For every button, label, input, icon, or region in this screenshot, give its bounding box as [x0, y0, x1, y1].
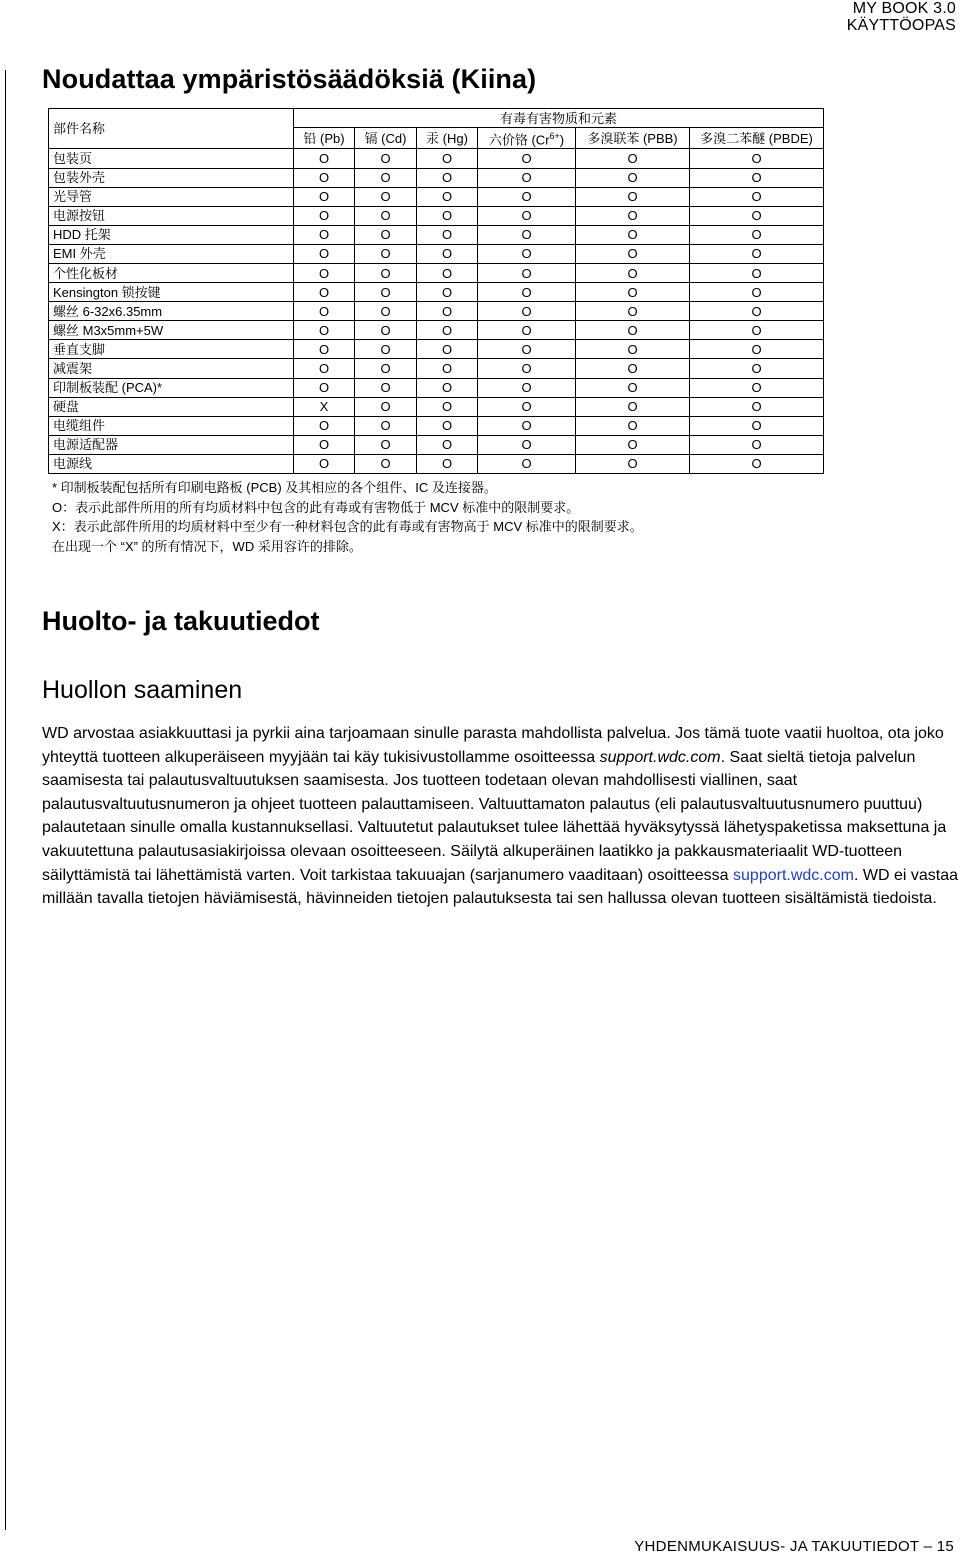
substance-value-cell: O — [355, 359, 417, 378]
substance-value-cell: O — [355, 302, 417, 321]
component-name-header: 部件名称 — [49, 109, 294, 149]
substance-value-cell: O — [478, 416, 576, 435]
substance-column-header: 镉 (Cd) — [355, 128, 417, 149]
substance-value-cell: O — [478, 397, 576, 416]
substance-value-cell: O — [294, 206, 355, 225]
substance-column-header: 铅 (Pb) — [294, 128, 355, 149]
table-notes — [52, 478, 643, 556]
table-row — [49, 302, 824, 321]
service-paragraph — [42, 722, 958, 911]
substance-value-cell: O — [355, 244, 417, 263]
paragraph-part-1: WD arvostaa asiakkuuttasi ja pyrkii aina tarjoamaan sinulle parasta mahdollista palvelua. Jos tämä tuote vaatii huoltoa, ota joko yhteyttä tuotteen alkuperäiseen myyjään tai käy tukisivustollamme osoitteessa — [42, 725, 944, 766]
substance-value-cell: O — [690, 283, 824, 302]
substance-column-header: 汞 (Hg) — [417, 128, 478, 149]
substance-value-cell: O — [294, 321, 355, 340]
substance-value-cell: O — [355, 321, 417, 340]
substance-value-cell: O — [417, 397, 478, 416]
substance-value-cell: O — [690, 244, 824, 263]
substance-value-cell: O — [478, 302, 576, 321]
substance-value-cell: O — [576, 302, 690, 321]
substance-value-cell: O — [690, 454, 824, 473]
table-row — [49, 283, 824, 302]
substance-value-cell: O — [478, 435, 576, 454]
table-row — [49, 435, 824, 454]
page-header — [847, 0, 956, 34]
substance-value-cell: O — [576, 321, 690, 340]
substance-value-cell: O — [576, 149, 690, 168]
substance-value-cell: O — [294, 244, 355, 263]
substance-value-cell: O — [417, 321, 478, 340]
paragraph-part-3: . WD ei vastaa millään tavalla tietojen häviämisestä, hävinneiden tietojen palautuksesta tai sen hallussa olevan tuotteen sisältämistä tiedoista. — [42, 866, 958, 908]
substance-value-cell: O — [417, 206, 478, 225]
substance-value-cell: O — [355, 378, 417, 397]
table-row — [49, 340, 824, 359]
substance-value-cell: X — [294, 397, 355, 416]
table-row — [49, 454, 824, 473]
substance-value-cell: O — [690, 397, 824, 416]
table-row — [49, 359, 824, 378]
substance-value-cell: O — [355, 206, 417, 225]
component-name-cell: 电源按钮 — [49, 206, 294, 225]
substance-value-cell: O — [690, 149, 824, 168]
substance-value-cell: O — [294, 263, 355, 282]
substance-value-cell: O — [417, 454, 478, 473]
component-name-cell: 印制板装配 (PCA)* — [49, 378, 294, 397]
component-name-cell: 电源适配器 — [49, 435, 294, 454]
substance-value-cell: O — [690, 263, 824, 282]
substance-value-cell: O — [690, 302, 824, 321]
substance-value-cell: O — [576, 263, 690, 282]
substance-value-cell: O — [417, 302, 478, 321]
substance-value-cell: O — [417, 225, 478, 244]
component-name-cell: 包装外壳 — [49, 168, 294, 187]
substance-value-cell: O — [478, 225, 576, 244]
substance-value-cell: O — [294, 283, 355, 302]
component-name-cell: 光导管 — [49, 187, 294, 206]
substance-value-cell: O — [355, 263, 417, 282]
substance-value-cell: O — [576, 435, 690, 454]
table-row — [49, 206, 824, 225]
substance-value-cell: O — [576, 378, 690, 397]
table-row — [49, 321, 824, 340]
substance-value-cell: O — [355, 225, 417, 244]
substance-value-cell: O — [576, 359, 690, 378]
substance-value-cell: O — [294, 149, 355, 168]
substance-value-cell: O — [576, 397, 690, 416]
substance-value-cell: O — [576, 187, 690, 206]
substance-value-cell: O — [478, 283, 576, 302]
substance-value-cell: O — [690, 359, 824, 378]
table-row — [49, 263, 824, 282]
substance-value-cell: O — [294, 359, 355, 378]
table-row — [49, 378, 824, 397]
substance-value-cell: O — [690, 378, 824, 397]
substance-value-cell: O — [355, 149, 417, 168]
support-link[interactable]: support.wdc.com — [733, 866, 854, 884]
substance-value-cell: O — [417, 149, 478, 168]
component-name-cell: 电缆组件 — [49, 416, 294, 435]
table-row — [49, 149, 824, 168]
substance-value-cell: O — [478, 206, 576, 225]
substance-value-cell: O — [294, 435, 355, 454]
component-name-cell: 螺丝 6-32x6.35mm — [49, 302, 294, 321]
substance-value-cell: O — [478, 244, 576, 263]
hazardous-substances-table — [48, 108, 824, 474]
substance-value-cell: O — [690, 340, 824, 359]
table-row — [49, 187, 824, 206]
note-exemption: 在出现一个 “X” 的所有情况下，WD 采用容许的排除。 — [52, 538, 362, 554]
substance-value-cell: O — [417, 244, 478, 263]
substance-value-cell: O — [576, 283, 690, 302]
substance-value-cell: O — [478, 340, 576, 359]
margin-rule — [5, 70, 6, 1530]
substance-value-cell: O — [355, 187, 417, 206]
substance-value-cell: O — [294, 302, 355, 321]
substance-value-cell: O — [417, 168, 478, 187]
substance-value-cell: O — [576, 244, 690, 263]
substance-value-cell: O — [355, 283, 417, 302]
note-pca: * 印制板装配包括所有印刷电路板 (PCB) 及其相应的各个组件、IC 及连接器。 — [52, 480, 497, 495]
substance-value-cell: O — [417, 263, 478, 282]
table-row — [49, 416, 824, 435]
substance-value-cell: O — [576, 206, 690, 225]
substance-value-cell: O — [294, 454, 355, 473]
substances-group-header: 有毒有害物质和元素 — [294, 109, 824, 128]
substance-value-cell: O — [478, 168, 576, 187]
substance-value-cell: O — [478, 149, 576, 168]
manual-name: KÄYTTÖOPAS — [846, 17, 956, 34]
substance-value-cell: O — [417, 416, 478, 435]
substance-column-header: 多溴联苯 (PBB) — [576, 128, 690, 149]
substance-value-cell: O — [355, 397, 417, 416]
substance-value-cell: O — [576, 454, 690, 473]
substance-value-cell: O — [478, 263, 576, 282]
section-title-china: Noudattaa ympäristösäädöksiä (Kiina) — [42, 64, 537, 94]
substance-value-cell: O — [478, 187, 576, 206]
substance-value-cell: O — [417, 435, 478, 454]
page-footer: YHDENMUKAISUUS- JA TAKUUTIEDOT – 15 — [634, 1538, 954, 1555]
component-name-cell: 螺丝 M3x5mm+5W — [49, 321, 294, 340]
substance-value-cell: O — [417, 187, 478, 206]
component-name-cell: 垂直支脚 — [49, 340, 294, 359]
table-body — [49, 149, 824, 474]
component-name-cell: 硬盘 — [49, 397, 294, 416]
component-name-cell: 个性化板材 — [49, 263, 294, 282]
substance-value-cell: O — [417, 378, 478, 397]
table-row — [49, 244, 824, 263]
product-name: MY BOOK 3.0 — [852, 0, 956, 17]
component-name-cell: 电源线 — [49, 454, 294, 473]
substance-value-cell: O — [576, 168, 690, 187]
substance-value-cell: O — [355, 454, 417, 473]
substance-value-cell: O — [355, 416, 417, 435]
component-name-cell: 减震架 — [49, 359, 294, 378]
substance-value-cell: O — [576, 340, 690, 359]
substance-column-header: 多溴二苯醚 (PBDE) — [690, 128, 824, 149]
substance-value-cell: O — [478, 321, 576, 340]
substance-value-cell: O — [690, 187, 824, 206]
component-name-cell: HDD 托架 — [49, 225, 294, 244]
component-name-cell: 包装页 — [49, 149, 294, 168]
substance-value-cell: O — [417, 283, 478, 302]
substance-value-cell: O — [478, 454, 576, 473]
substance-value-cell: O — [576, 416, 690, 435]
note-o: O：表示此部件所用的所有均质材料中包含的此有毒或有害物低于 MCV 标准中的限制要求。 — [52, 499, 580, 515]
substance-column-header: 六价铬 $(Cr^{6+})$ — [478, 128, 576, 149]
section-title-service: Huolto- ja takuutiedot — [42, 606, 320, 636]
substance-value-cell: O — [355, 340, 417, 359]
substance-value-cell: O — [690, 225, 824, 244]
substance-value-cell: O — [690, 206, 824, 225]
substance-value-cell: O — [294, 340, 355, 359]
table-row — [49, 397, 824, 416]
substance-value-cell: O — [576, 225, 690, 244]
table-row — [49, 225, 824, 244]
substance-value-cell: O — [294, 416, 355, 435]
substance-value-cell: O — [294, 168, 355, 187]
substance-value-cell: O — [478, 378, 576, 397]
substance-value-cell: O — [355, 435, 417, 454]
substance-value-cell: O — [294, 187, 355, 206]
substance-value-cell: O — [478, 359, 576, 378]
substance-value-cell: O — [417, 359, 478, 378]
substance-value-cell: O — [690, 435, 824, 454]
substance-value-cell: O — [690, 321, 824, 340]
substance-value-cell: O — [355, 168, 417, 187]
subsection-title-obtaining-service: Huollon saaminen — [42, 676, 243, 704]
substance-value-cell: O — [294, 378, 355, 397]
substance-value-cell: O — [690, 416, 824, 435]
component-name-cell: Kensington 锁按键 — [49, 283, 294, 302]
component-name-cell: EMI 外壳 — [49, 244, 294, 263]
substance-value-cell: O — [417, 340, 478, 359]
paragraph-part-2: . Saat sieltä tietoja palvelun saamisesta tai palautusvaltuutuksen saamisesta. Jos tuotteen todetaan olevan mahdollisesti viallinen, saat palautusvaltuutusnumeron ja ohjeet tuotteen palauttamiseen. Valtuuttamaton palautus (eli palautusvaltuutusnumero puuttuu) palautetaan sinulle omalla kustannuksellasi. Valtuutetut palautukset tulee lähettää hyväksytyssä lähetyspaketissa maksettuna ja vakuutettuna palautusasiakirjoissa olevaan osoitteeseen. Säilytä alkuperäinen laatikko ja pakkausmateriaalit WD-tuotteen säilyttämistä tai lähettämistä varten. Voit tarkistaa takuuajan (sarjanumero vaaditaan) osoitteessa — [42, 748, 947, 884]
support-link-text: support.wdc.com — [599, 748, 721, 766]
substance-value-cell: O — [690, 168, 824, 187]
substance-value-cell: O — [294, 225, 355, 244]
table-row — [49, 168, 824, 187]
note-x: X：表示此部件所用的均质材料中至少有一种材料包含的此有毒或有害物高于 MCV 标准中的限制要求。 — [52, 519, 643, 534]
